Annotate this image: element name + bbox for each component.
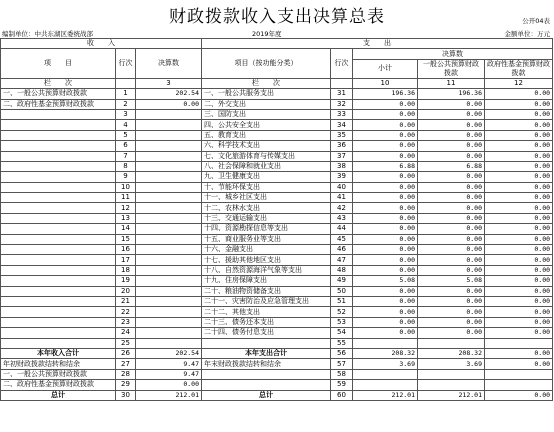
income-item-cell: [1, 307, 116, 317]
table-row: [1, 203, 553, 213]
expense-general-cell: 0.00: [418, 213, 485, 223]
lanci-label: 栏 次: [1, 78, 116, 88]
income-seq-cell: 15: [116, 234, 136, 244]
table-row: [1, 255, 553, 265]
income-item-cell: [1, 203, 116, 213]
expense-item-cell: 二十三、债务还本支出: [202, 317, 331, 327]
expense-fund-cell: 0.00: [485, 224, 553, 234]
expense-fund-cell: 0.00: [485, 193, 553, 203]
expense-general-cell: 0.00: [418, 307, 485, 317]
expense-subtotal-cell: 0.00: [353, 265, 418, 275]
expense-seq-cell: 45: [331, 234, 353, 244]
income-amount-cell: [136, 161, 202, 171]
income-item-cell: [1, 161, 116, 171]
income-amount-cell: [136, 213, 202, 223]
income-amount-cell: 202.54: [136, 89, 202, 99]
expense-general-cell: 0.00: [418, 255, 485, 265]
table-row: [1, 172, 553, 182]
income-item-cell: [1, 245, 116, 255]
expense-item-cell: 六、科学技术支出: [202, 141, 331, 151]
expense-item-cell: 二、外交支出: [202, 99, 331, 109]
expense-seq-cell: 42: [331, 203, 353, 213]
expense-fund-cell: 0.00: [485, 130, 553, 140]
income-seq-cell: 10: [116, 182, 136, 192]
income-amount-cell: 212.01: [136, 390, 202, 400]
expense-seq-cell: 53: [331, 317, 353, 327]
expense-seq-cell: 58: [331, 369, 353, 379]
expense-general-cell: 0.00: [418, 141, 485, 151]
expense-subtotal-cell: 0.00: [353, 151, 418, 161]
budget-table: [0, 38, 553, 401]
expense-subtotal-cell: [353, 380, 418, 390]
expense-seq-cell: 48: [331, 265, 353, 275]
expense-general-cell: 0.00: [418, 151, 485, 161]
expense-general-cell: 0.00: [418, 109, 485, 119]
expense-seq-cell: 37: [331, 151, 353, 161]
income-amount-cell: [136, 255, 202, 265]
table-row: [1, 286, 553, 296]
income-amount-cell: [136, 296, 202, 306]
income-seq-cell: 14: [116, 224, 136, 234]
income-seq-cell: 9: [116, 172, 136, 182]
expense-seq-cell: 57: [331, 359, 353, 369]
expense-general-cell: 0.00: [418, 286, 485, 296]
expense-subtotal-cell: 0.00: [353, 193, 418, 203]
income-item-cell: 一、一般公共预算财政拨款: [1, 89, 116, 99]
income-item-cell: 本年收入合计: [1, 348, 116, 358]
seq-header: 行次: [116, 49, 136, 78]
income-item-cell: [1, 255, 116, 265]
income-item-cell: [1, 151, 116, 161]
income-item-cell: 总计: [1, 390, 116, 400]
income-seq-cell: 22: [116, 307, 136, 317]
expense-item-cell: 十五、商业服务业等支出: [202, 234, 331, 244]
income-amount-cell: [136, 120, 202, 130]
expense-subtotal-cell: 0.00: [353, 317, 418, 327]
income-item-cell: 二、政府性基金预算财政拨款: [1, 99, 116, 109]
expense-fund-cell: 0.00: [485, 172, 553, 182]
income-seq-cell: 23: [116, 317, 136, 327]
income-amount-cell: [136, 203, 202, 213]
expense-item-cell: 年末财政拨款结转和结余: [202, 359, 331, 369]
table-row: [1, 296, 553, 306]
income-item-cell: [1, 213, 116, 223]
table-row: [1, 328, 553, 338]
expense-subtotal-cell: 0.00: [353, 255, 418, 265]
expense-subtotal-cell: 0.00: [353, 130, 418, 140]
income-item-cell: [1, 120, 116, 130]
expense-general-cell: 5.08: [418, 276, 485, 286]
expense-seq-cell: 35: [331, 130, 353, 140]
expense-seq-cell: 54: [331, 328, 353, 338]
expense-general-cell: 0.00: [418, 296, 485, 306]
expense-seq-cell: 60: [331, 390, 353, 400]
expense-general-cell: 0.00: [418, 182, 485, 192]
expense-seq-cell: 43: [331, 213, 353, 223]
expense-general-cell: 196.36: [418, 89, 485, 99]
expense-seq-cell: 32: [331, 99, 353, 109]
table-code: 公开04表: [522, 17, 550, 25]
income-amount-cell: [136, 130, 202, 140]
expense-subtotal-cell: [353, 369, 418, 379]
unit-label: 编制单位：中共东湖区委统战部: [2, 30, 93, 38]
income-item-cell: [1, 224, 116, 234]
table-row: [1, 130, 553, 140]
expense-fund-cell: 0.00: [485, 141, 553, 151]
income-seq-cell: 13: [116, 213, 136, 223]
income-amount-cell: [136, 193, 202, 203]
income-item-cell: [1, 193, 116, 203]
income-seq-cell: 8: [116, 161, 136, 171]
expense-fund-cell: 0.00: [485, 307, 553, 317]
income-item-cell: [1, 286, 116, 296]
expense-general-cell: 212.01: [418, 390, 485, 400]
expense-fund-cell: 0.00: [485, 161, 553, 171]
exp-item-header: 项目（按功能分类）: [202, 49, 331, 78]
expense-general-cell: 0.00: [418, 224, 485, 234]
expense-subtotal-cell: 0.00: [353, 286, 418, 296]
income-amount-cell: 202.54: [136, 348, 202, 358]
income-item-cell: [1, 109, 116, 119]
expense-seq-cell: 50: [331, 286, 353, 296]
item-header: 项 目: [1, 49, 116, 78]
exp-final-header: 决算数: [353, 49, 553, 59]
expense-fund-cell: 0.00: [485, 296, 553, 306]
table-row: [1, 109, 553, 119]
expense-fund-cell: 0.00: [485, 151, 553, 161]
expense-general-cell: 0.00: [418, 245, 485, 255]
expense-item-cell: [202, 380, 331, 390]
expense-general-cell: 0.00: [418, 234, 485, 244]
income-amount-cell: 0.00: [136, 99, 202, 109]
expense-general-cell: [418, 338, 485, 348]
expense-seq-cell: 46: [331, 245, 353, 255]
income-seq-cell: 27: [116, 359, 136, 369]
expense-fund-cell: 0.00: [485, 89, 553, 99]
expense-fund-cell: 0.00: [485, 99, 553, 109]
expense-general-cell: 6.88: [418, 161, 485, 171]
expense-item-cell: 十八、自然资源海洋气象等支出: [202, 265, 331, 275]
expense-item-cell: 一、一般公共服务支出: [202, 89, 331, 99]
expense-item-cell: 二十二、其他支出: [202, 307, 331, 317]
expense-item-cell: 本年支出合计: [202, 348, 331, 358]
expense-item-cell: 八、社会保障和就业支出: [202, 161, 331, 171]
expense-fund-cell: 0.00: [485, 359, 553, 369]
expense-subtotal-cell: 0.00: [353, 307, 418, 317]
table-row: [1, 276, 553, 286]
expense-item-cell: 十二、农林水支出: [202, 203, 331, 213]
expense-item-cell: [202, 369, 331, 379]
income-amount-cell: [136, 151, 202, 161]
income-item-cell: 一、一般公共预算财政拨款: [1, 369, 116, 379]
expense-item-cell: 十、节能环保支出: [202, 182, 331, 192]
income-amount-cell: 0.00: [136, 380, 202, 390]
income-amount-cell: [136, 234, 202, 244]
expense-item-cell: 十六、金融支出: [202, 245, 331, 255]
expense-general-cell: 0.00: [418, 328, 485, 338]
expense-seq-cell: 40: [331, 182, 353, 192]
table-row: [1, 161, 553, 171]
expense-subtotal-cell: 196.36: [353, 89, 418, 99]
expense-subtotal-cell: 0.00: [353, 213, 418, 223]
expense-general-cell: 208.32: [418, 348, 485, 358]
table-row: [1, 359, 553, 369]
income-seq-cell: 6: [116, 141, 136, 151]
final-amount-header: 决算数: [136, 49, 202, 78]
expense-seq-cell: 33: [331, 109, 353, 119]
gov-fund-header: 政府性基金预算财政拨款: [485, 59, 553, 78]
expense-seq-cell: 47: [331, 255, 353, 265]
expense-item-cell: 二十、粮油物资储备支出: [202, 286, 331, 296]
income-amount-cell: [136, 109, 202, 119]
expense-subtotal-cell: 0.00: [353, 203, 418, 213]
expense-subtotal-cell: 208.32: [353, 348, 418, 358]
income-seq-cell: 12: [116, 203, 136, 213]
income-item-cell: 二、政府性基金预算财政拨款: [1, 380, 116, 390]
subtotal-header: 小计: [353, 59, 418, 78]
expense-subtotal-cell: 212.01: [353, 390, 418, 400]
income-item-cell: [1, 130, 116, 140]
income-seq-cell: 24: [116, 328, 136, 338]
currency-label: 金额单位：万元: [504, 30, 550, 38]
expense-item-cell: 十七、援助其他地区支出: [202, 255, 331, 265]
income-amount-cell: [136, 182, 202, 192]
expense-item-cell: 十九、住房保障支出: [202, 276, 331, 286]
expense-seq-cell: 34: [331, 120, 353, 130]
expense-general-cell: [418, 380, 485, 390]
expense-subtotal-cell: 0.00: [353, 172, 418, 182]
expense-fund-cell: 0.00: [485, 286, 553, 296]
table-row: [1, 99, 553, 109]
expense-seq-cell: 39: [331, 172, 353, 182]
table-row: [1, 120, 553, 130]
expense-seq-cell: 36: [331, 141, 353, 151]
income-seq-cell: 3: [116, 109, 136, 119]
table-row: [1, 338, 553, 348]
expense-fund-cell: [485, 380, 553, 390]
expense-item-cell: 九、卫生健康支出: [202, 172, 331, 182]
income-seq-cell: 28: [116, 369, 136, 379]
expense-subtotal-cell: 0.00: [353, 296, 418, 306]
income-amount-cell: [136, 338, 202, 348]
income-amount-cell: [136, 245, 202, 255]
expense-fund-cell: 0.00: [485, 245, 553, 255]
income-amount-cell: [136, 317, 202, 327]
income-seq-cell: 5: [116, 130, 136, 140]
income-seq-cell: 4: [116, 120, 136, 130]
expense-subtotal-cell: 0.00: [353, 182, 418, 192]
income-item-cell: [1, 317, 116, 327]
income-seq-cell: 20: [116, 286, 136, 296]
expense-seq-cell: 51: [331, 296, 353, 306]
table-row: [1, 390, 553, 400]
income-seq-cell: 17: [116, 255, 136, 265]
expense-seq-cell: 38: [331, 161, 353, 171]
expense-general-cell: [418, 369, 485, 379]
income-amount-cell: [136, 141, 202, 151]
expense-item-cell: 二十四、债务付息支出: [202, 328, 331, 338]
expense-subtotal-cell: 3.69: [353, 359, 418, 369]
table-row: [1, 369, 553, 379]
expense-subtotal-cell: 0.00: [353, 120, 418, 130]
income-seq-cell: 29: [116, 380, 136, 390]
expense-subtotal-cell: [353, 338, 418, 348]
expense-fund-cell: 0.00: [485, 182, 553, 192]
income-amount-cell: [136, 328, 202, 338]
expense-header: 支 出: [202, 39, 553, 49]
exp-lanci-label: 栏 次: [202, 78, 331, 88]
income-amount-cell: 9.47: [136, 359, 202, 369]
income-seq-cell: 18: [116, 265, 136, 275]
income-amount-cell: [136, 172, 202, 182]
income-amount-cell: [136, 224, 202, 234]
income-item-cell: [1, 141, 116, 151]
expense-general-cell: 3.69: [418, 359, 485, 369]
table-row: [1, 245, 553, 255]
table-row: [1, 380, 553, 390]
table-row: [1, 213, 553, 223]
expense-subtotal-cell: 0.00: [353, 99, 418, 109]
col-12: 12: [485, 78, 553, 88]
income-item-cell: [1, 182, 116, 192]
expense-subtotal-cell: 0.00: [353, 109, 418, 119]
expense-item-cell: 七、文化旅游体育与传媒支出: [202, 151, 331, 161]
expense-general-cell: 0.00: [418, 203, 485, 213]
table-row: [1, 265, 553, 275]
expense-subtotal-cell: 5.08: [353, 276, 418, 286]
expense-item-cell: 十一、城乡社区支出: [202, 193, 331, 203]
income-header: 收 入: [1, 39, 202, 49]
income-seq-cell: 2: [116, 99, 136, 109]
table-row: [1, 348, 553, 358]
expense-fund-cell: 0.00: [485, 234, 553, 244]
table-row: [1, 307, 553, 317]
expense-item-cell: 十四、资源勘探信息等支出: [202, 224, 331, 234]
table-row: [1, 234, 553, 244]
expense-fund-cell: 0.00: [485, 328, 553, 338]
expense-fund-cell: 0.00: [485, 265, 553, 275]
expense-seq-cell: 49: [331, 276, 353, 286]
expense-subtotal-cell: 0.00: [353, 141, 418, 151]
expense-general-cell: 0.00: [418, 130, 485, 140]
expense-fund-cell: 0.00: [485, 276, 553, 286]
expense-fund-cell: 0.00: [485, 109, 553, 119]
year-label: 2019年度: [252, 30, 282, 38]
table-row: [1, 141, 553, 151]
table-row: [1, 89, 553, 99]
expense-seq-cell: 41: [331, 193, 353, 203]
expense-seq-cell: 31: [331, 89, 353, 99]
expense-subtotal-cell: 0.00: [353, 234, 418, 244]
expense-subtotal-cell: 0.00: [353, 224, 418, 234]
table-row: [1, 317, 553, 327]
income-item-cell: [1, 172, 116, 182]
income-seq-cell: 26: [116, 348, 136, 358]
income-amount-cell: 9.47: [136, 369, 202, 379]
expense-item-cell: 二十一、灾害防治及应急管理支出: [202, 296, 331, 306]
expense-seq-cell: 56: [331, 348, 353, 358]
expense-general-cell: 0.00: [418, 193, 485, 203]
income-item-cell: [1, 265, 116, 275]
income-item-cell: 年初财政拨款结转和结余: [1, 359, 116, 369]
income-seq-cell: 21: [116, 296, 136, 306]
table-row: [1, 224, 553, 234]
expense-fund-cell: 0.00: [485, 213, 553, 223]
col-3: 3: [136, 78, 202, 88]
expense-general-cell: 0.00: [418, 172, 485, 182]
expense-item-cell: 十三、交通运输支出: [202, 213, 331, 223]
income-amount-cell: [136, 265, 202, 275]
expense-item-cell: 四、公共安全支出: [202, 120, 331, 130]
income-amount-cell: [136, 286, 202, 296]
table-row: [1, 151, 553, 161]
income-seq-cell: 25: [116, 338, 136, 348]
income-item-cell: [1, 296, 116, 306]
expense-general-cell: 0.00: [418, 120, 485, 130]
expense-fund-cell: 0.00: [485, 120, 553, 130]
expense-fund-cell: 0.00: [485, 317, 553, 327]
expense-seq-cell: 55: [331, 338, 353, 348]
expense-fund-cell: 0.00: [485, 390, 553, 400]
expense-general-cell: 0.00: [418, 265, 485, 275]
income-amount-cell: [136, 307, 202, 317]
income-seq-cell: 16: [116, 245, 136, 255]
expense-item-cell: 总计: [202, 390, 331, 400]
table-row: [1, 182, 553, 192]
income-item-cell: [1, 328, 116, 338]
expense-fund-cell: 0.00: [485, 255, 553, 265]
income-seq-cell: 1: [116, 89, 136, 99]
expense-seq-cell: 52: [331, 307, 353, 317]
expense-subtotal-cell: 0.00: [353, 328, 418, 338]
expense-item-cell: [202, 338, 331, 348]
col-11: 11: [418, 78, 485, 88]
income-item-cell: [1, 234, 116, 244]
table-row: [1, 193, 553, 203]
expense-fund-cell: 0.00: [485, 348, 553, 358]
income-seq-cell: 30: [116, 390, 136, 400]
expense-subtotal-cell: 6.88: [353, 161, 418, 171]
expense-subtotal-cell: 0.00: [353, 245, 418, 255]
income-seq-cell: 19: [116, 276, 136, 286]
income-item-cell: [1, 276, 116, 286]
page-title: 财政拨款收入支出决算总表: [169, 7, 385, 27]
expense-general-cell: 0.00: [418, 317, 485, 327]
income-amount-cell: [136, 276, 202, 286]
expense-fund-cell: [485, 369, 553, 379]
income-seq-cell: 7: [116, 151, 136, 161]
col-10: 10: [353, 78, 418, 88]
income-item-cell: [1, 338, 116, 348]
expense-fund-cell: 0.00: [485, 203, 553, 213]
exp-seq-header: 行次: [331, 49, 353, 78]
general-budget-header: 一般公共预算财政拨款: [418, 59, 485, 78]
expense-item-cell: 三、国防支出: [202, 109, 331, 119]
expense-general-cell: 0.00: [418, 99, 485, 109]
expense-item-cell: 五、教育支出: [202, 130, 331, 140]
expense-fund-cell: [485, 338, 553, 348]
income-seq-cell: 11: [116, 193, 136, 203]
expense-seq-cell: 44: [331, 224, 353, 234]
expense-seq-cell: 59: [331, 380, 353, 390]
